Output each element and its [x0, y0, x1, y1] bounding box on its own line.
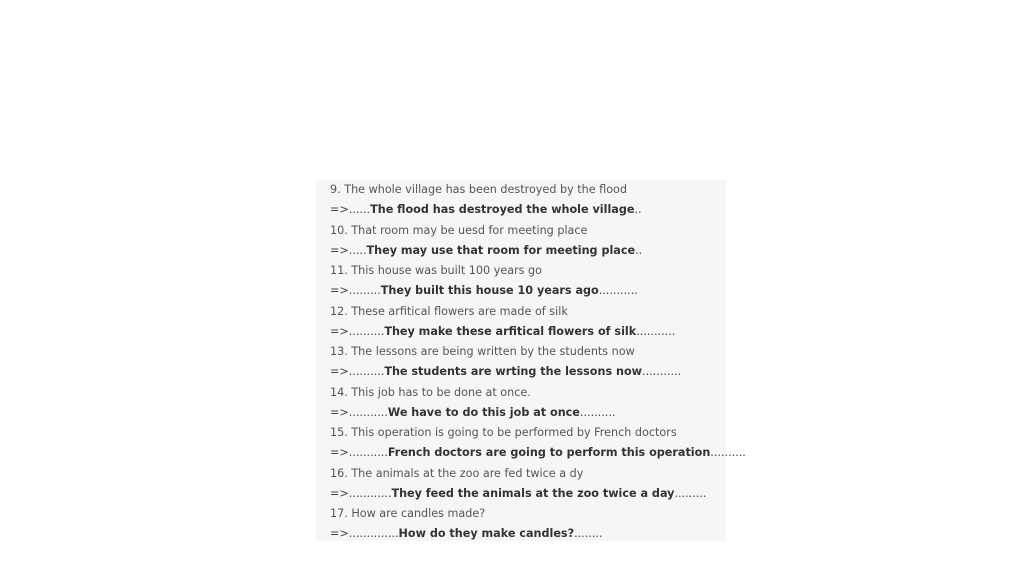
- answer-prefix: =>.....: [330, 243, 367, 257]
- answer-prefix: =>......: [330, 203, 371, 217]
- answer-prefix: =>............: [330, 486, 392, 500]
- answer-prefix: =>.........: [330, 284, 381, 298]
- answer-17: [330, 524, 726, 544]
- question-11: 11. This house was built 100 years go: [330, 264, 542, 277]
- answer-trail: ...........: [598, 284, 638, 298]
- answer-prefix: =>...........: [330, 405, 388, 419]
- answer-text: They built this house 10 years ago: [380, 284, 599, 298]
- question-10: 10. That room may be uesd for meeting place: [330, 223, 588, 237]
- answer-text: The flood has destroyed the whole village: [370, 203, 635, 217]
- answer-trail: ..: [635, 243, 643, 257]
- answer-trail: ...........: [636, 324, 676, 338]
- answer-12: [330, 322, 726, 342]
- question-14: 14. This job has to be done at once.: [330, 385, 531, 399]
- answer-text: They make these arfitical flowers of silk: [384, 324, 637, 338]
- answer-13: [330, 362, 726, 382]
- answer-text: How do they make candles?: [398, 527, 575, 541]
- answer-prefix: =>...........: [330, 446, 388, 460]
- answer-16: [330, 484, 726, 504]
- answer-trail: ........: [574, 527, 603, 541]
- question-15: 15. This operation is going to be performed by French doctors: [330, 426, 677, 439]
- question-13: 13. The lessons are being written by the students now: [330, 345, 635, 358]
- answer-15: [330, 443, 746, 463]
- answer-prefix: =>..............: [330, 527, 399, 541]
- question-12: 12. These arfitical flowers are made of silk: [330, 304, 568, 318]
- answer-9: [330, 200, 726, 220]
- answer-text: We have to do this job at once: [387, 405, 580, 419]
- question-16: 16. The animals at the zoo are fed twice a dy: [330, 466, 584, 480]
- answer-10: [330, 241, 726, 261]
- answer-11: [330, 281, 726, 301]
- answer-text: They may use that room for meeting place: [366, 243, 636, 257]
- answer-text: The students are wrting the lessons now: [384, 365, 643, 379]
- question-17: 17. How are candles made?: [330, 507, 486, 520]
- answer-trail: .........: [674, 486, 707, 500]
- answer-text: They feed the animals at the zoo twice a day: [391, 486, 675, 500]
- answer-trail: ..........: [710, 446, 746, 460]
- answer-prefix: =>..........: [330, 365, 385, 379]
- answer-trail: ..: [634, 203, 642, 217]
- answer-14: [330, 403, 726, 423]
- answer-text: French doctors are going to perform this operation: [387, 446, 711, 460]
- answer-trail: ..........: [579, 405, 616, 419]
- answer-trail: ...........: [642, 365, 682, 379]
- exercise-panel: [316, 180, 746, 541]
- answer-prefix: =>..........: [330, 324, 385, 338]
- question-9: 9. The whole village has been destroyed by the flood: [330, 183, 628, 196]
